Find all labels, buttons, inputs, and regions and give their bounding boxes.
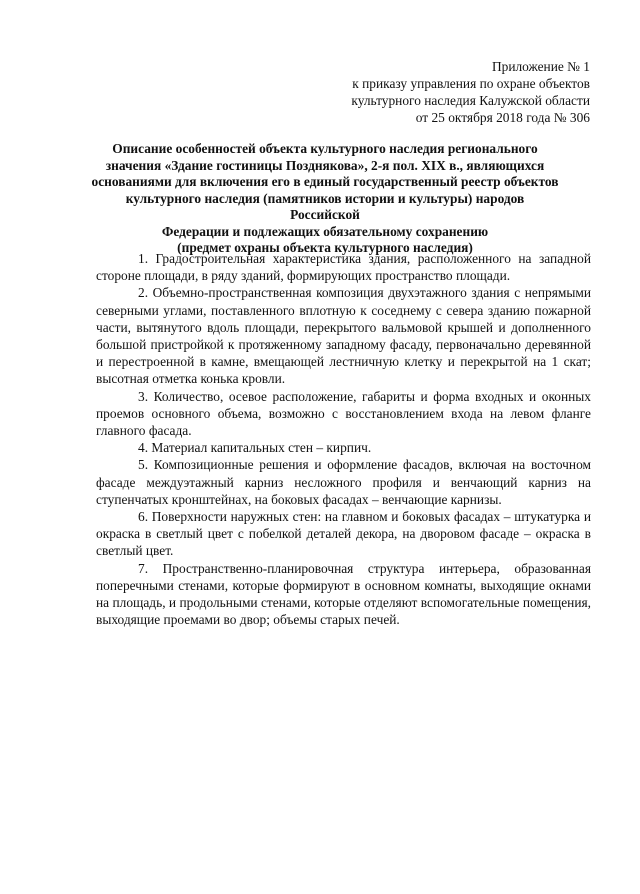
- title-line: Описание особенностей объекта культурного наследия регионального: [112, 141, 538, 156]
- title-line: основаниями для включения его в единый государственный реестр объектов: [91, 174, 559, 189]
- title-line: (предмет охраны объекта культурного наследия): [177, 240, 473, 255]
- issuing-authority: культурного наследия Калужской области: [351, 93, 590, 108]
- protection-item: 3. Количество, осевое расположение, габариты и форма входных и оконных проемов основного объема, возможно с восстановлением входа на левом фланге главного фасада.: [96, 388, 591, 439]
- protection-item: 7. Пространственно-планировочная структура интерьера, образованная поперечными стенами, которые формируют в основном комнаты, выходящие окнами на площадь, и продольными стенами, которые отделяют вспомогательные помещения, выходящие проемами во двор; объемы старых печей.: [96, 560, 591, 628]
- order-date-number: от 25 октября 2018 года № 306: [415, 110, 590, 125]
- protection-item: 1. Градостроительная характеристика здания, расположенного на западной стороне площади, в ряду зданий, формирующих пространство площади.: [96, 251, 591, 284]
- appendix-number: Приложение № 1: [491, 59, 590, 74]
- document-title: [90, 141, 560, 257]
- title-line: значения «Здание гостиницы Позднякова», 2-я пол. XIX в., являющихся: [105, 157, 545, 173]
- protection-item: 5. Композиционные решения и оформление фасадов, включая на восточном фасаде междуэтажный карниз несложного профиля и венчающий карниз на ступенчатых кронштейнах, на боковых фасадах – венчающие карнизы.: [96, 457, 591, 507]
- title-line: культурного наследия (памятников истории и культуры) народов Российской: [125, 190, 525, 222]
- protection-items-list: [96, 250, 591, 628]
- protection-item: 6. Поверхности наружных стен: на главном и боковых фасадах – штукатурка и окраска в светлый цвет с побелкой деталей декора, на дворовом фасаде – окраска в светлый цвет.: [96, 509, 591, 559]
- appendix-header: [351, 58, 590, 126]
- protection-item: 4. Материал капитальных стен – кирпич.: [138, 440, 372, 456]
- title-line: Федерации и подлежащих обязательному сохранению: [161, 223, 489, 239]
- order-reference: к приказу управления по охране объектов: [352, 76, 590, 91]
- protection-item: 2. Объемно-пространственная композиция двухэтажного здания с непрямыми северными углами, поставленного вплотную к соседнему с севера зданию пожарной части, вытянутого вдоль площади, перекрытого вальмовой крышей и дополненного большой пристройкой к протяженному западному фасаду, первоначально деревянной и перестроенной в камне, вмещающей лестничную клетку и перекрытой на 1 скат; высотная отметка конька кровли.: [96, 285, 591, 387]
